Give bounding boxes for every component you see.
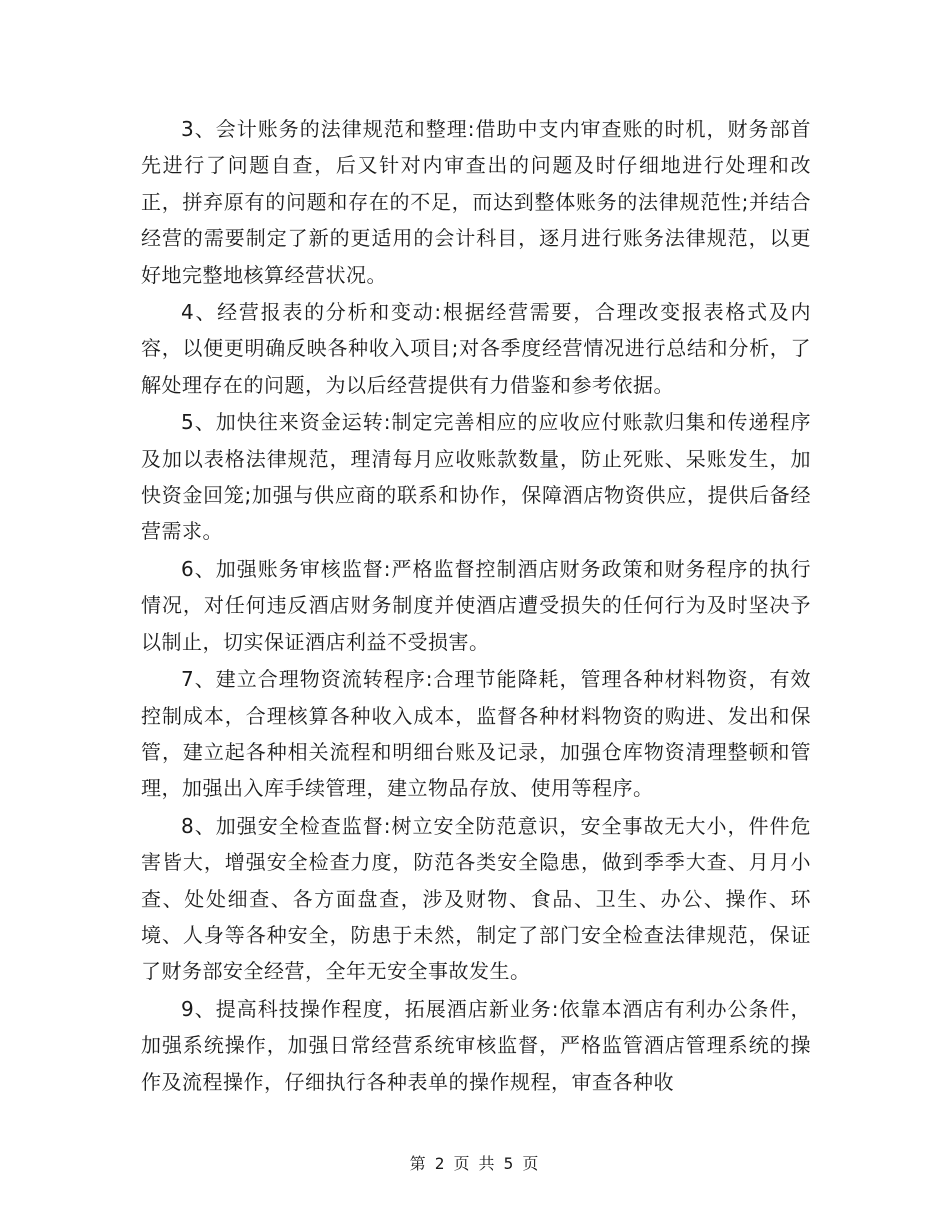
paragraph-item-5: 5、加快往来资金运转:制定完善相应的应收应付账款归集和传递程序及加以表格法律规范，理清每月应收账款数量，防止死账、呆账发生，加快资金回笼;加强与供应商的联系和协作，保障酒店物资供应，提供后备经营需求。 [141,410,811,544]
paragraph-item-9: 9、提高科技操作程度，拓展酒店新业务:依靠本酒店有利办公条件，加强系统操作，加强日常经营系统审核监督，严格监管酒店管理系统的操作及流程操作，仔细执行各种表单的操作规程，审查各种收 [141,996,811,1094]
paragraph-item-4: 4、经营报表的分析和变动:根据经营需要，合理改变报表格式及内容，以便更明确反映各种收入项目;对各季度经营情况进行总结和分析，了解处理存在的问题，为以后经营提供有力借鉴和参考依据。 [141,300,811,397]
paragraph-item-6: 6、加强账务审核监督:严格监督控制酒店财务政策和财务程序的执行情况，对任何违反酒店财务制度并使酒店遭受损失的任何行为及时坚决予以制止，切实保证酒店利益不受损害。 [141,556,811,654]
page-footer [0,1152,950,1176]
paragraph-item-7: 7、建立合理物资流转程序:合理节能降耗，管理各种材料物资，有效控制成本，合理核算各种收入成本，监督各种材料物资的购进、发出和保管，建立起各种相关流程和明细台账及记录，加强仓库物资清理整顿和管理，加强出入库手续管理，建立物品存放、使用等程序。 [141,667,811,801]
paragraph-item-3: 3、会计账务的法律规范和整理:借助中支内审查账的时机，财务部首先进行了问题自查，后又针对内审查出的问题及时仔细地进行处理和改正，拼弃原有的问题和存在的不足，而达到整体账务的法律规范性;并结合经营的需要制定了新的更适用的会计科目，逐月进行账务法律规范，以更好地完整地核算经营状况。 [141,117,811,287]
paragraph-item-8: 8、加强安全检查监督:树立安全防范意识，安全事故无大小，件件危害皆大，增强安全检查力度，防范各类安全隐患，做到季季大查、月月小查、处处细查、各方面盘查，涉及财物、食品、卫生、办公、操作、环境、人身等各种安全，防患于未然，制定了部门安全检查法律规范，保证了财务部安全经营，全年无安全事故发生。 [141,813,811,984]
footer-total-pages: 5 [503,1154,516,1173]
document-body [141,111,811,1101]
footer-current-page: 2 [434,1154,447,1173]
footer-prefix: 第 [409,1154,428,1173]
footer-suffix: 页 [522,1154,541,1173]
footer-middle: 页 共 [453,1154,497,1173]
